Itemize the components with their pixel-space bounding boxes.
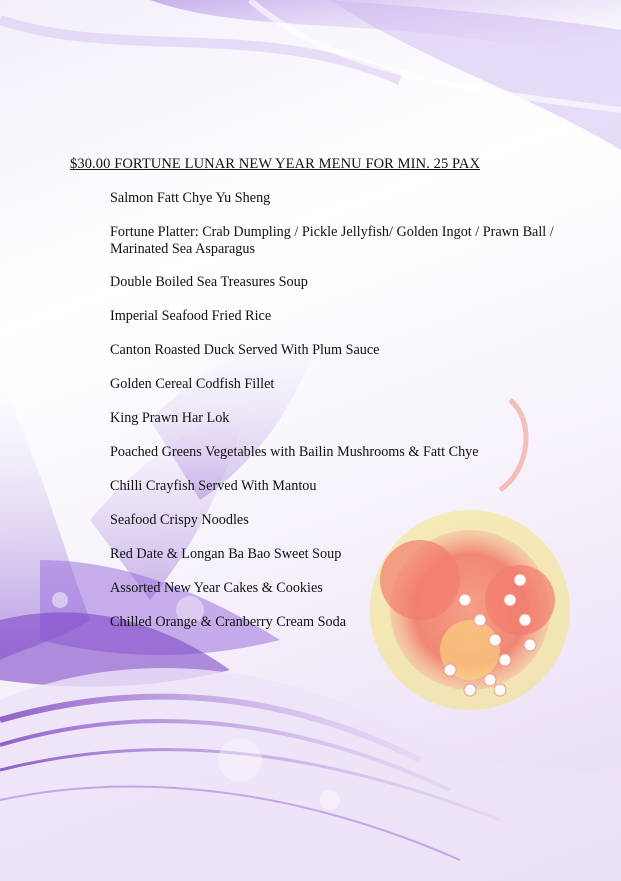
menu-item: Salmon Fatt Chye Yu Sheng	[110, 190, 271, 206]
menu-item-list	[110, 190, 560, 648]
menu-item: Chilli Crayfish Served With Mantou	[110, 478, 317, 494]
menu-item: Chilled Orange & Cranberry Cream Soda	[110, 614, 346, 630]
menu-item: Red Date & Longan Ba Bao Sweet Soup	[110, 546, 342, 562]
menu-item: Double Boiled Sea Treasures Soup	[110, 274, 308, 290]
menu-item: Poached Greens Vegetables with Bailin Mushrooms & Fatt Chye	[110, 444, 479, 460]
menu-item: Assorted New Year Cakes & Cookies	[110, 580, 323, 596]
menu-item: Imperial Seafood Fried Rice	[110, 308, 272, 324]
menu-item: Fortune Platter: Crab Dumpling / Pickle Jellyfish/ Golden Ingot / Prawn Ball / Marinated Sea Asparagus	[110, 224, 554, 257]
menu-item: King Prawn Har Lok	[110, 410, 230, 426]
menu-item: Canton Roasted Duck Served With Plum Sauce	[110, 342, 380, 358]
menu-item: Golden Cereal Codfish Fillet	[110, 376, 275, 392]
menu-item: Seafood Crispy Noodles	[110, 512, 249, 528]
menu-title: $30.00 FORTUNE LUNAR NEW YEAR MENU FOR MIN. 25 PAX	[70, 156, 481, 172]
